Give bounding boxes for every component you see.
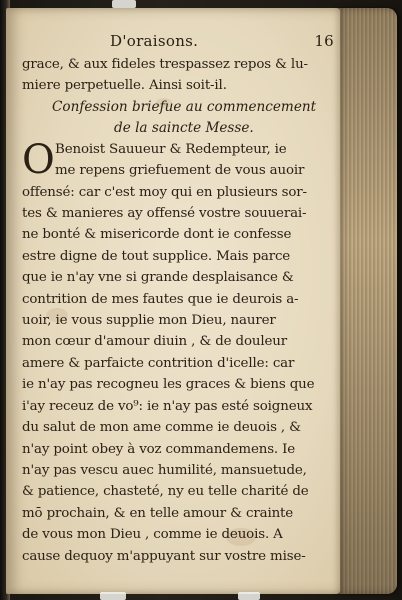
section-heading: de la saincte Messe. [114,119,254,136]
text-line: ie n'ay pas recogneu les graces & biens que [22,377,315,393]
section-heading: Confession briefue au commencement [52,98,317,115]
text-line: ne bonté & misericorde dont ie confesse [22,227,292,243]
text-line: tes & manieres ay offensé vostre souuerai- [22,206,307,222]
first-paragraph [22,136,334,567]
page-tab-marker [238,592,260,600]
text-line: n'ay point obey à voz commandemens. Ie [22,441,296,457]
text-line: du salut de mon ame comme ie deuois , & [22,420,301,436]
running-head-title: D'oraisons. [110,32,199,50]
page-tab-marker [100,592,126,600]
page-tab-marker [112,0,136,8]
text-line: mō prochain, & en telle amour & crainte [22,505,294,521]
text-line: mon cœur d'amour diuin , & de douleur [22,334,287,350]
text-line: miere perpetuelle. Ainsi soit-il. [22,78,227,94]
text-line: que ie n'ay vne si grande desplaisance & [22,270,294,286]
text-line: cause dequoy m'appuyant sur vostre mise- [22,548,306,564]
fore-edge-shading [335,8,397,594]
text-line: grace, & aux fideles trespassez repos & lu- [22,57,308,72]
text-line: Benoist Sauueur & Redempteur, ie [55,141,287,157]
book-page [6,8,340,594]
text-line: de vous mon Dieu , comme ie deuois. A [22,527,283,543]
text-line: i'ay receuz de vo⁹: ie n'ay pas esté soigneux [22,398,313,414]
text-line: & patience, chasteté, ny eu telle charité de [22,484,309,500]
text-line: offensé: car c'est moy qui en plusieurs sor- [22,184,307,200]
text-line: estre digne de tout supplice. Mais parce [22,248,291,264]
text-line: amere & parfaicte contrition d'icelle: car [22,355,295,371]
page-number: 16 [314,32,334,50]
text-line: n'ay pas vescu auec humilité, mansuetude, [22,462,307,478]
text-line: uoir, ie vous supplie mon Dieu, naurer [22,313,276,329]
text-line: me repens griefuement de vous auoir [55,163,305,179]
running-head [22,32,334,54]
text-line: contrition de mes fautes que ie deurois a- [22,291,299,307]
drop-cap: O [22,136,55,183]
page-text-block [22,32,334,567]
